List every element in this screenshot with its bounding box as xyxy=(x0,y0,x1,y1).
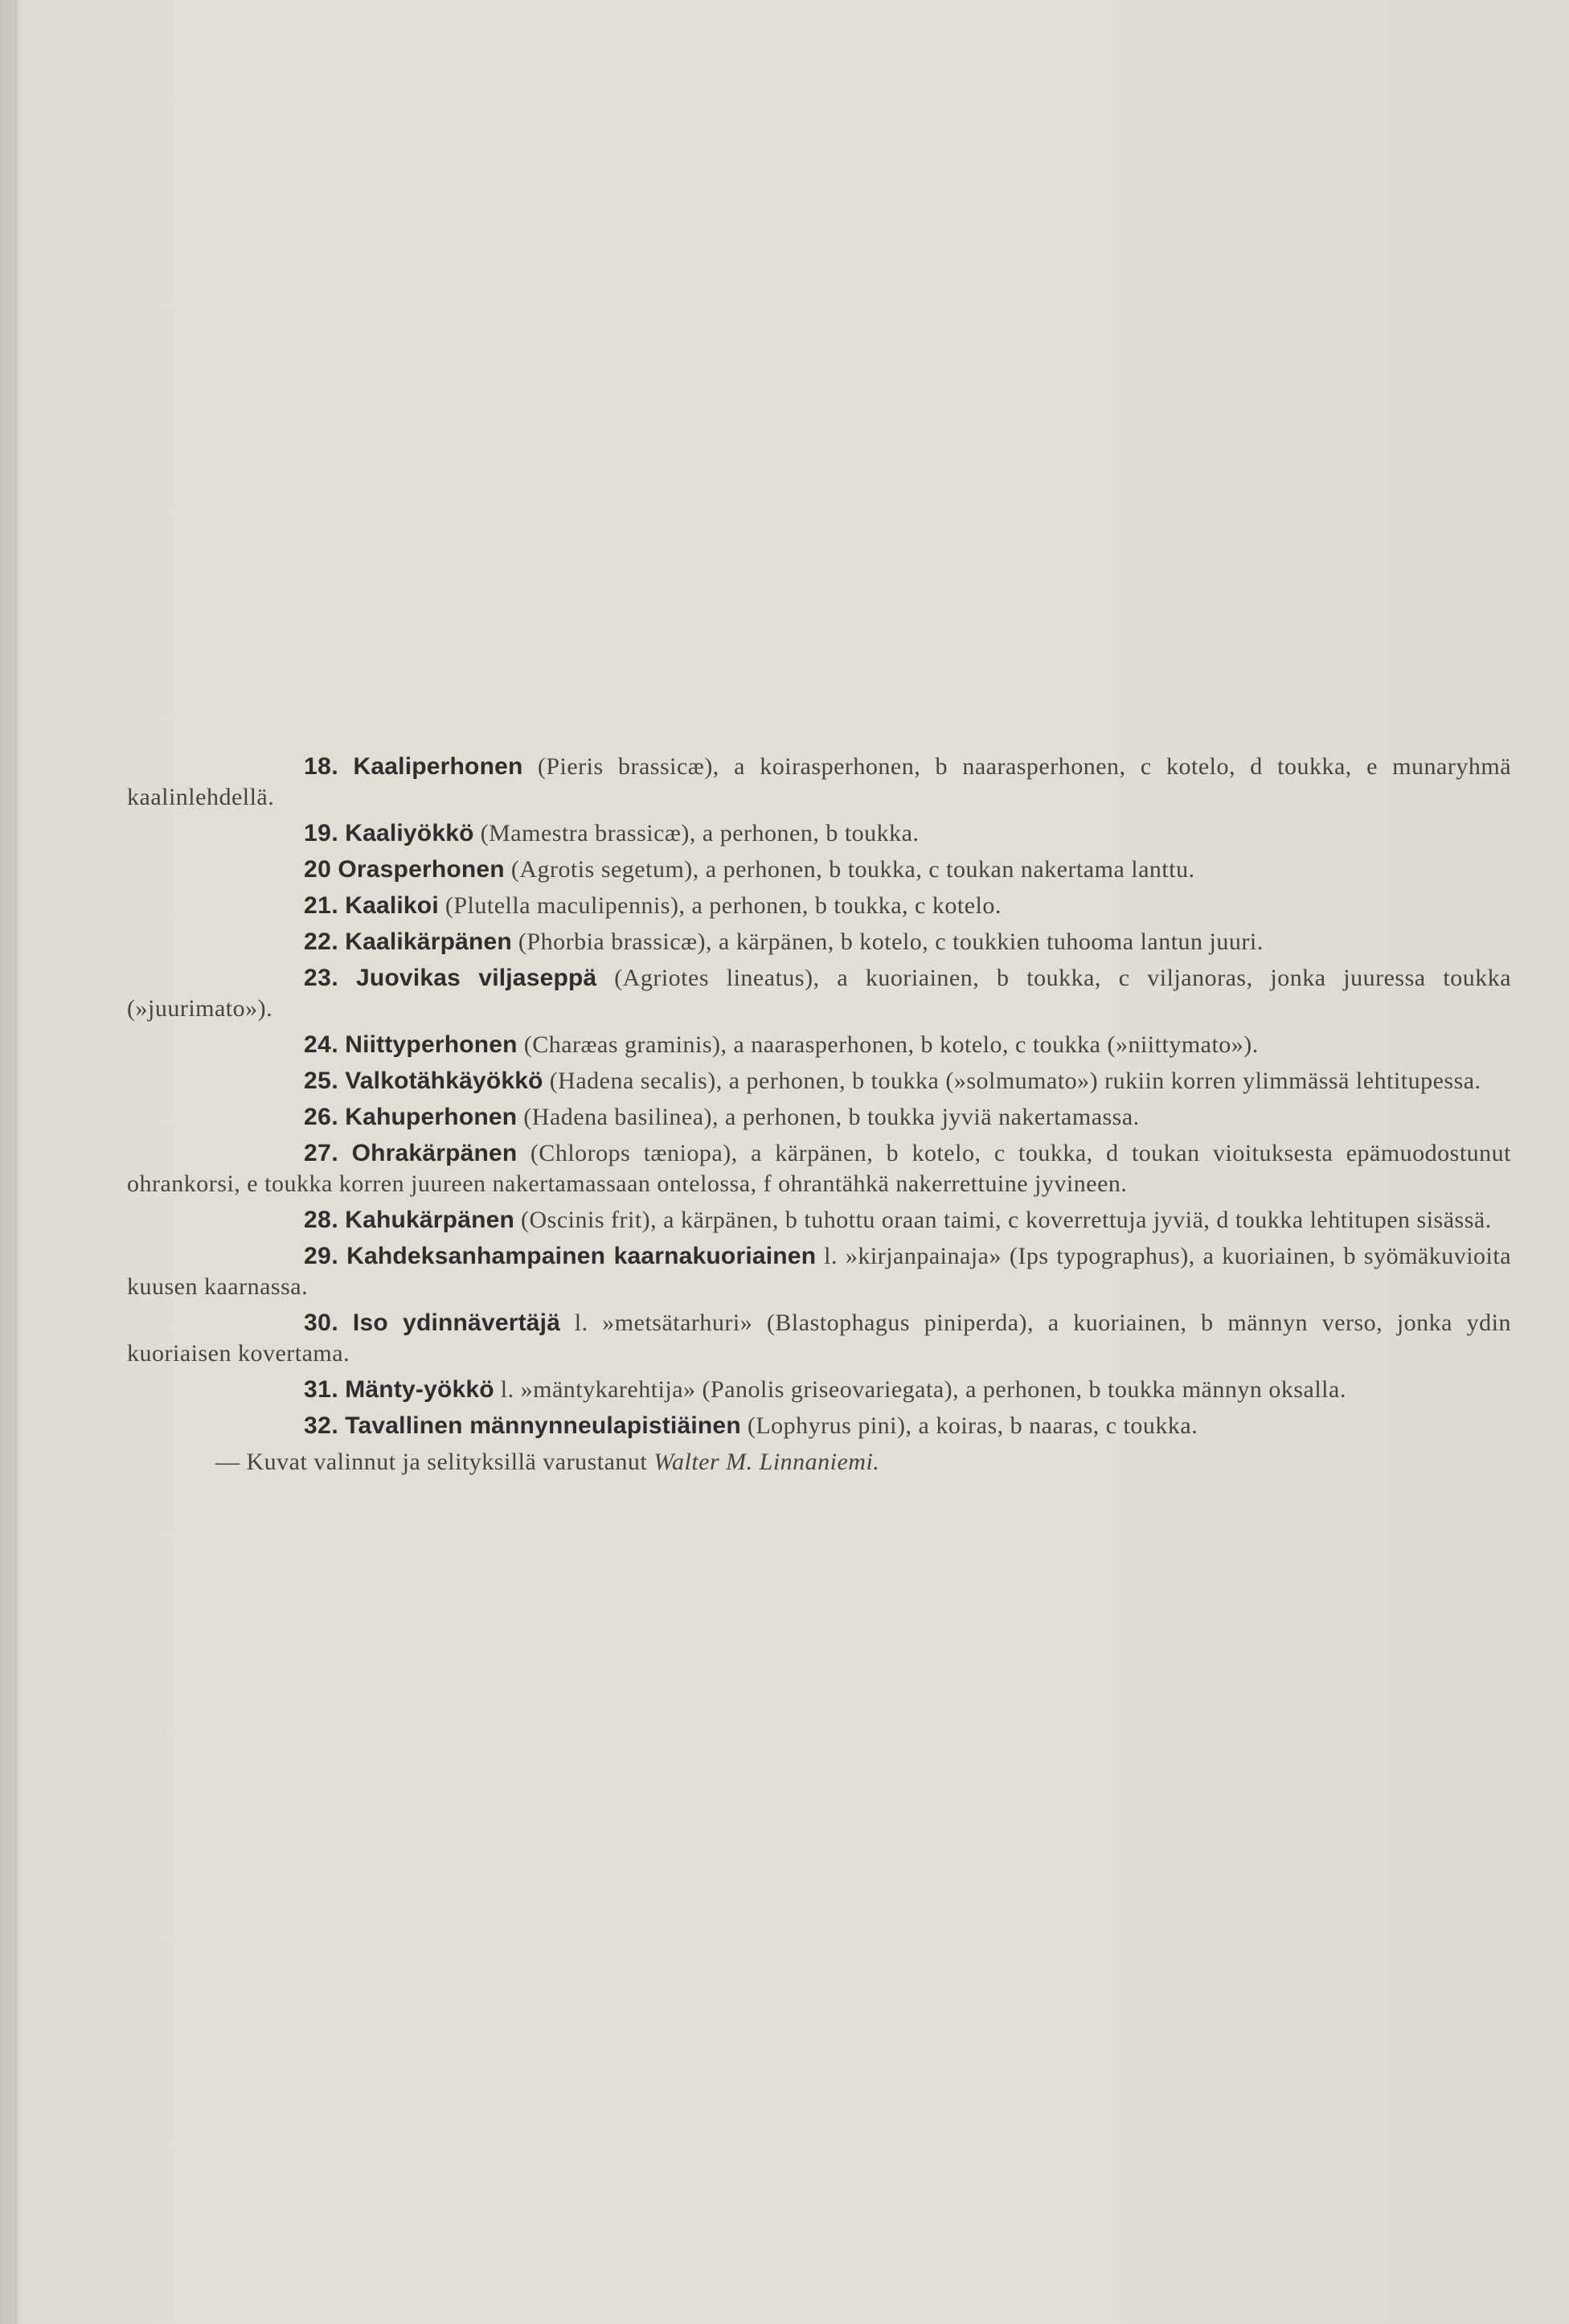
caption-number: 29. xyxy=(304,1243,339,1269)
caption-description: (Mamestra brassicæ), a perhonen, b toukka. xyxy=(480,820,920,846)
caption-number: 26. xyxy=(304,1104,339,1130)
caption-22 xyxy=(127,927,1511,957)
caption-number: 27. xyxy=(304,1140,339,1166)
caption-number: 22. xyxy=(304,928,339,955)
caption-31 xyxy=(127,1375,1511,1405)
caption-number: 23. xyxy=(304,965,339,991)
caption-species-name: Kahuperhonen xyxy=(345,1104,518,1130)
caption-23 xyxy=(127,963,1511,1024)
caption-26 xyxy=(127,1102,1511,1133)
caption-description: (Oscinis frit), a kärpänen, b tuhottu oraan taimi, c koverrettuja jyviä, d toukka lehtitupen sisässä. xyxy=(521,1207,1492,1233)
caption-species-name: Mänty-yökkö xyxy=(345,1376,494,1403)
caption-description: (Hadena secalis), a perhonen, b toukka (»solmumato») rukiin korren ylimmässä lehtitupessa. xyxy=(549,1068,1481,1094)
credit-line xyxy=(127,1447,1511,1478)
caption-species-name: Kaaliperhonen xyxy=(353,753,523,780)
caption-number: 20 xyxy=(304,856,332,883)
caption-description: (Agrotis segetum), a perhonen, b toukka, c toukan nakertama lanttu. xyxy=(510,856,1195,883)
caption-description: l. »metsätarhuri» (Blastophagus piniperda), a kuoriainen, b männyn verso, jonka ydin kuoriaisen kovertama. xyxy=(127,1310,1512,1367)
caption-description: (Lophyrus pini), a koiras, b naaras, c toukka. xyxy=(747,1412,1198,1439)
caption-number: 19. xyxy=(304,820,339,846)
caption-number: 21. xyxy=(304,892,339,919)
caption-18 xyxy=(127,752,1511,813)
credit-prefix: — Kuvat valinnut ja selityksillä varustanut xyxy=(215,1449,648,1475)
caption-species-name: Kahdeksanhampainen kaarnakuoriainen xyxy=(346,1243,817,1269)
caption-species-name: Juovikas viljaseppä xyxy=(356,965,597,991)
caption-24 xyxy=(127,1030,1511,1060)
caption-description: (Phorbia brassicæ), a kärpänen, b kotelo, c toukkien tuhooma lantun juuri. xyxy=(518,928,1264,955)
caption-description: (Chlorops tæniopa), a kärpänen, b kotelo, c toukka, d toukan vioituksesta epämuodostunut ohrankorsi, e toukka korren juureen nakertamassaan ontelossa, f ohrantähkä nakerrettuine jyvineen. xyxy=(127,1140,1511,1197)
caption-species-name: Kaalikoi xyxy=(345,892,439,919)
caption-number: 28. xyxy=(304,1207,339,1233)
caption-28 xyxy=(127,1205,1511,1236)
caption-species-name: Kahukärpänen xyxy=(345,1207,515,1233)
caption-25 xyxy=(127,1066,1511,1096)
caption-description: l. »kirjanpainaja» (Ips typographus), a kuoriainen, b syömäkuvioita kuusen kaarnassa. xyxy=(127,1243,1512,1300)
figure-captions xyxy=(127,752,1511,1478)
caption-species-name: Ohrakärpänen xyxy=(351,1140,518,1166)
caption-description: (Pieris brassicæ), a koirasperhonen, b naarasperhonen, c kotelo, d toukka, e munaryhmä kaalinlehdellä. xyxy=(127,753,1512,810)
caption-description: (Hadena basilinea), a perhonen, b toukka jyviä nakertamassa. xyxy=(523,1104,1140,1130)
binding-edge xyxy=(0,0,18,2324)
caption-30 xyxy=(127,1308,1511,1369)
caption-description: (Plutella maculipennis), a perhonen, b toukka, c kotelo. xyxy=(444,892,1002,919)
credit-author: Walter M. Linnaniemi. xyxy=(653,1449,880,1475)
caption-19 xyxy=(127,818,1511,849)
caption-description: (Charæas graminis), a naarasperhonen, b kotelo, c toukka (»niittymato»). xyxy=(523,1031,1259,1058)
caption-27 xyxy=(127,1138,1511,1199)
caption-number: 30. xyxy=(304,1310,339,1336)
caption-32 xyxy=(127,1411,1511,1441)
caption-number: 25. xyxy=(304,1068,339,1094)
caption-species-name: Valkotähkäyökkö xyxy=(345,1068,543,1094)
caption-29 xyxy=(127,1241,1511,1302)
caption-description: l. »mäntykarehtija» (Panolis griseovariegata), a perhonen, b toukka männyn oksalla. xyxy=(500,1376,1346,1403)
caption-21 xyxy=(127,891,1511,921)
caption-number: 24. xyxy=(304,1031,339,1058)
caption-species-name: Kaalikärpänen xyxy=(345,928,512,955)
caption-species-name: Tavallinen männynneulapistiäinen xyxy=(345,1412,741,1439)
caption-species-name: Niittyperhonen xyxy=(345,1031,518,1058)
caption-20 xyxy=(127,855,1511,885)
caption-species-name: Orasperhonen xyxy=(338,856,505,883)
caption-number: 32. xyxy=(304,1412,339,1439)
caption-species-name: Iso ydinnävertäjä xyxy=(352,1310,561,1336)
caption-number: 31. xyxy=(304,1376,339,1403)
caption-number: 18. xyxy=(304,753,339,780)
caption-species-name: Kaaliyökkö xyxy=(345,820,474,846)
caption-description: (Agriotes lineatus), a kuoriainen, b toukka, c viljanoras, jonka juuressa toukka (»juurimato»). xyxy=(127,965,1512,1022)
